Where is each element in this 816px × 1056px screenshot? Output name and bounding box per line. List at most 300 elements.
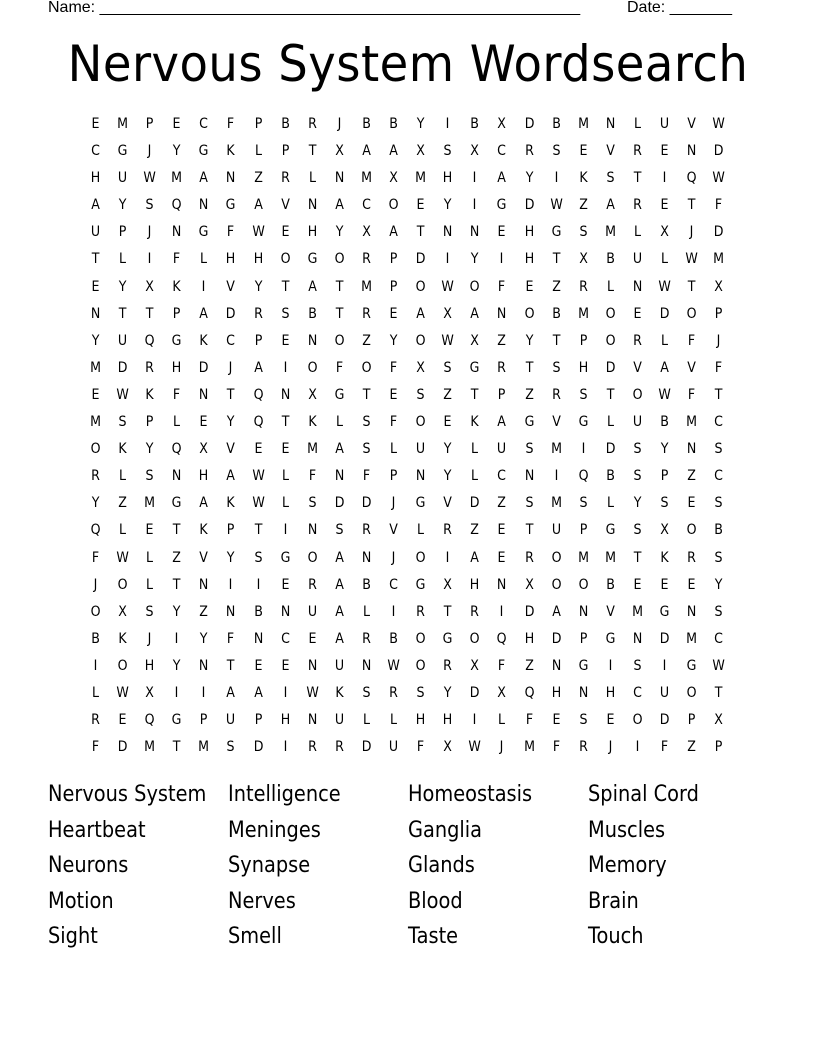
grid-letter: O xyxy=(334,332,345,349)
grid-letter: U xyxy=(659,684,670,701)
grid-letter: I xyxy=(174,684,179,701)
grid-letter: H xyxy=(90,170,101,187)
grid-letter: A xyxy=(199,495,209,512)
grid-letter: J xyxy=(391,495,396,512)
grid-letter: E xyxy=(389,386,398,403)
grid-letter: A xyxy=(362,143,371,160)
grid-letter: X xyxy=(578,251,588,268)
grid-letter: B xyxy=(362,116,371,132)
grid-letter: R xyxy=(578,278,588,295)
grid-letter: E xyxy=(416,197,425,214)
grid-letter: N xyxy=(172,468,182,485)
grid-letter: F xyxy=(660,739,669,756)
grid-letter: R xyxy=(280,170,290,187)
grid-letter: D xyxy=(605,359,616,376)
grid-letter: X xyxy=(470,332,480,349)
grid-letter: L xyxy=(119,468,127,485)
grid-letter: F xyxy=(173,251,181,268)
grid-letter: P xyxy=(145,116,154,132)
grid-letter: U xyxy=(334,712,345,729)
grid-letter: D xyxy=(470,684,480,701)
word-list-item: Smell xyxy=(228,924,282,950)
grid-letter: X xyxy=(145,278,155,295)
word-list-item: Glands xyxy=(408,853,475,879)
grid-letter: G xyxy=(497,197,507,214)
grid-letter: T xyxy=(281,278,290,295)
grid-letter: W xyxy=(116,386,129,403)
grid-letter: U xyxy=(632,251,643,268)
grid-letter: O xyxy=(469,278,480,295)
grid-letter: D xyxy=(361,739,372,756)
grid-letter: Y xyxy=(633,495,642,512)
grid-letter: F xyxy=(498,657,506,674)
grid-letter: M xyxy=(550,441,562,458)
grid-letter: P xyxy=(254,332,262,349)
grid-letter: G xyxy=(415,495,426,512)
grid-letter: O xyxy=(307,549,318,566)
grid-letter: X xyxy=(362,224,371,241)
grid-letter: H xyxy=(524,224,534,241)
grid-letter: O xyxy=(117,657,128,674)
date-field-label: Date: _______ xyxy=(627,0,732,16)
grid-letter: C xyxy=(497,468,507,485)
grid-letter: T xyxy=(443,603,452,620)
grid-letter: M xyxy=(577,116,589,132)
grid-letter: V xyxy=(606,603,615,620)
grid-letter: F xyxy=(687,386,696,403)
grid-letter: A xyxy=(335,576,344,593)
grid-letter: U xyxy=(334,657,345,674)
grid-letter: R xyxy=(362,251,371,268)
grid-letter: L xyxy=(362,603,370,620)
grid-letter: E xyxy=(281,576,290,593)
grid-letter: D xyxy=(659,712,670,729)
grid-letter: T xyxy=(606,386,615,403)
word-list-item: Sight xyxy=(48,924,98,950)
grid-letter: M xyxy=(686,414,698,431)
grid-letter: E xyxy=(281,332,290,349)
grid-letter: C xyxy=(91,143,100,160)
word-list-item: Blood xyxy=(408,888,463,914)
grid-letter: S xyxy=(416,386,425,403)
grid-letter: W xyxy=(116,549,129,566)
grid-letter: I xyxy=(202,278,206,295)
grid-letter: P xyxy=(498,386,506,403)
grid-letter: G xyxy=(334,386,345,403)
grid-letter: S xyxy=(281,305,290,322)
grid-letter: G xyxy=(469,359,480,376)
grid-letter: D xyxy=(524,603,534,620)
grid-letter: K xyxy=(470,414,479,431)
grid-letter: E xyxy=(91,116,100,132)
grid-letter: V xyxy=(443,495,453,512)
grid-letter: D xyxy=(524,116,534,132)
grid-letter: R xyxy=(253,305,263,322)
word-list-item: Meninges xyxy=(228,817,321,843)
grid-letter: Q xyxy=(144,332,155,349)
grid-letter: H xyxy=(443,170,453,187)
grid-letter: Y xyxy=(145,441,154,458)
grid-letter: J xyxy=(229,359,233,376)
grid-letter: U xyxy=(90,224,101,241)
grid-letter: K xyxy=(199,522,209,539)
grid-letter: M xyxy=(550,495,562,512)
grid-letter: I xyxy=(93,657,98,674)
grid-letter: R xyxy=(633,197,642,214)
grid-letter: E xyxy=(91,278,100,295)
grid-letter: Q xyxy=(90,522,101,539)
grid-letter: O xyxy=(686,522,697,539)
grid-letter: E xyxy=(579,143,588,160)
grid-letter: A xyxy=(253,359,263,376)
grid-letter: I xyxy=(472,712,477,729)
grid-letter: I xyxy=(174,630,179,647)
grid-letter: Q xyxy=(686,170,697,187)
grid-letter: L xyxy=(606,278,614,295)
grid-letter: R xyxy=(307,116,317,132)
grid-letter: S xyxy=(579,386,588,403)
grid-letter: X xyxy=(199,441,209,458)
word-list-item: Muscles xyxy=(588,817,666,843)
grid-letter: X xyxy=(307,386,317,403)
grid-letter: P xyxy=(389,251,398,268)
grid-letter: I xyxy=(445,251,450,268)
grid-letter: E xyxy=(633,305,642,322)
grid-letter: G xyxy=(551,224,562,241)
grid-letter: T xyxy=(714,684,723,701)
grid-letter: Z xyxy=(497,495,507,512)
grid-letter: T xyxy=(254,522,262,539)
grid-letter: Y xyxy=(118,278,127,295)
grid-letter: E xyxy=(687,576,696,593)
grid-letter: I xyxy=(472,197,477,214)
grid-letter: X xyxy=(416,359,425,376)
grid-letter: R xyxy=(389,684,398,701)
grid-letter: S xyxy=(714,441,723,458)
grid-letter: K xyxy=(145,386,154,403)
grid-letter: X xyxy=(416,143,425,160)
grid-letter: N xyxy=(307,522,318,539)
grid-letter: O xyxy=(117,576,128,593)
grid-letter: Y xyxy=(525,332,533,349)
grid-letter: X xyxy=(714,278,724,295)
grid-letter: R xyxy=(633,143,642,160)
grid-letter: X xyxy=(335,143,344,160)
grid-letter: K xyxy=(335,684,344,701)
grid-letter: Z xyxy=(470,522,480,539)
grid-letter: J xyxy=(147,630,152,647)
grid-letter: F xyxy=(173,386,181,403)
grid-letter: B xyxy=(470,116,480,132)
grid-letter: W xyxy=(685,251,698,268)
grid-letter: F xyxy=(525,712,533,729)
grid-letter: N xyxy=(253,630,263,647)
grid-letter: A xyxy=(199,305,209,322)
grid-letter: N xyxy=(470,224,480,241)
grid-letter: T xyxy=(471,386,479,403)
grid-letter: N xyxy=(280,386,290,403)
grid-letter: F xyxy=(91,549,100,566)
grid-letter: E xyxy=(660,143,669,160)
grid-letter: O xyxy=(415,630,426,647)
grid-letter: M xyxy=(90,359,101,376)
grid-letter: Y xyxy=(443,468,452,485)
grid-letter: P xyxy=(254,712,262,729)
grid-letter: S xyxy=(579,495,588,512)
grid-letter: N xyxy=(605,116,616,132)
grid-letter: K xyxy=(118,441,127,458)
grid-letter: O xyxy=(632,386,643,403)
grid-letter: T xyxy=(118,305,127,322)
grid-letter: E xyxy=(254,657,263,674)
grid-letter: O xyxy=(415,414,426,431)
grid-letter: Z xyxy=(524,657,534,674)
grid-letter: N xyxy=(415,468,426,485)
grid-letter: X xyxy=(443,576,453,593)
grid-letter: G xyxy=(117,143,128,160)
grid-letter: V xyxy=(280,197,290,214)
grid-letter: E xyxy=(525,278,534,295)
grid-letter: M xyxy=(117,116,129,132)
grid-letter: I xyxy=(500,251,504,268)
grid-letter: S xyxy=(660,495,669,512)
grid-letter: U xyxy=(551,522,561,539)
grid-letter: K xyxy=(579,170,588,187)
grid-letter: D xyxy=(226,305,236,322)
grid-letter: R xyxy=(687,549,696,566)
grid-letter: A xyxy=(335,630,344,647)
grid-letter: D xyxy=(551,630,561,647)
grid-letter: B xyxy=(660,414,669,431)
grid-letter: S xyxy=(227,739,236,756)
grid-letter: R xyxy=(362,305,371,322)
grid-letter: T xyxy=(308,143,317,160)
grid-letter: L xyxy=(362,712,370,729)
grid-letter: G xyxy=(578,414,589,431)
grid-letter: R xyxy=(362,630,371,647)
grid-letter: O xyxy=(605,332,616,349)
grid-letter: R xyxy=(307,739,317,756)
grid-letter: L xyxy=(308,170,316,187)
grid-letter: I xyxy=(147,251,152,268)
grid-letter: P xyxy=(227,522,235,539)
grid-letter: P xyxy=(145,414,154,431)
grid-letter: U xyxy=(632,414,643,431)
grid-letter: W xyxy=(712,116,725,132)
grid-letter: A xyxy=(199,170,209,187)
grid-letter: C xyxy=(280,630,290,647)
grid-letter: T xyxy=(335,305,344,322)
grid-letter: N xyxy=(361,657,372,674)
grid-letter: L xyxy=(146,576,154,593)
grid-letter: Q xyxy=(144,712,155,729)
grid-letter: N xyxy=(307,332,318,349)
grid-letter: X xyxy=(470,143,480,160)
grid-letter: N xyxy=(497,305,507,322)
grid-letter: O xyxy=(578,576,589,593)
grid-letter: W xyxy=(468,739,482,756)
grid-letter: Y xyxy=(227,549,235,566)
grid-letter: P xyxy=(254,116,262,132)
grid-letter: C xyxy=(362,197,371,214)
grid-letter: T xyxy=(172,739,181,756)
grid-letter: Z xyxy=(443,386,453,403)
grid-letter: F xyxy=(687,332,696,349)
grid-letter: X xyxy=(118,603,127,620)
grid-letter: L xyxy=(92,684,100,701)
grid-letter: A xyxy=(226,684,236,701)
grid-letter: H xyxy=(253,251,263,268)
grid-letter: D xyxy=(659,305,670,322)
grid-letter: S xyxy=(443,359,452,376)
grid-letter: N xyxy=(226,603,236,620)
grid-letter: B xyxy=(551,116,561,132)
grid-letter: N xyxy=(199,386,209,403)
grid-letter: I xyxy=(202,684,206,701)
grid-letter: J xyxy=(147,143,152,160)
grid-letter: H xyxy=(443,712,453,729)
grid-letter: O xyxy=(361,359,372,376)
grid-letter: T xyxy=(145,305,154,322)
grid-letter: N xyxy=(686,441,697,458)
grid-letter: S xyxy=(145,197,154,214)
grid-letter: H xyxy=(524,630,534,647)
grid-letter: A xyxy=(389,143,398,160)
grid-letter: C xyxy=(226,332,236,349)
grid-letter: X xyxy=(145,684,155,701)
grid-letter: D xyxy=(415,251,426,268)
grid-letter: I xyxy=(472,170,477,187)
grid-letter: P xyxy=(579,332,588,349)
grid-letter: P xyxy=(118,224,127,241)
grid-letter: V xyxy=(687,359,696,376)
grid-letter: V xyxy=(389,522,398,539)
grid-letter: S xyxy=(335,522,344,539)
grid-letter: W xyxy=(251,495,265,512)
grid-letter: C xyxy=(199,116,209,132)
grid-letter: L xyxy=(119,251,127,268)
grid-letter: P xyxy=(281,143,289,160)
grid-letter: D xyxy=(117,359,128,376)
grid-letter: I xyxy=(229,576,233,593)
grid-letter: N xyxy=(226,170,236,187)
grid-letter: A xyxy=(551,603,561,620)
grid-letter: V xyxy=(551,414,561,431)
grid-letter: V xyxy=(226,278,236,295)
word-list-item: Nerves xyxy=(228,888,296,914)
grid-letter: H xyxy=(551,684,561,701)
grid-letter: T xyxy=(335,278,344,295)
grid-letter: T xyxy=(91,251,100,268)
word-list xyxy=(48,777,768,955)
grid-letter: S xyxy=(633,657,642,674)
grid-letter: Y xyxy=(91,332,100,349)
grid-letter: H xyxy=(470,576,480,593)
grid-letter: X xyxy=(443,739,453,756)
word-list-item: Intelligence xyxy=(228,782,341,807)
word-list-item: Heartbeat xyxy=(48,817,146,843)
grid-letter: D xyxy=(605,441,616,458)
grid-letter: L xyxy=(471,441,479,458)
grid-letter: M xyxy=(171,170,183,187)
word-list-item: Motion xyxy=(48,888,114,914)
grid-letter: I xyxy=(662,657,667,674)
grid-letter: C xyxy=(633,684,642,701)
grid-letter: N xyxy=(199,657,209,674)
grid-letter: O xyxy=(632,712,643,729)
grid-letter: J xyxy=(500,739,504,756)
grid-letter: Y xyxy=(200,630,208,647)
grid-letter: S xyxy=(552,143,561,160)
grid-letter: M xyxy=(604,224,616,241)
grid-letter: T xyxy=(552,251,560,268)
grid-letter: G xyxy=(578,657,589,674)
grid-letter: S xyxy=(254,549,263,566)
grid-letter: O xyxy=(415,332,426,349)
grid-letter: O xyxy=(415,549,426,566)
grid-letter: Q xyxy=(253,386,264,403)
grid-letter: O xyxy=(524,305,535,322)
grid-letter: T xyxy=(714,386,723,403)
grid-letter: T xyxy=(552,332,560,349)
grid-letter: R xyxy=(551,386,561,403)
grid-letter: U xyxy=(388,739,399,756)
grid-letter: J xyxy=(337,116,342,132)
word-list-item: Synapse xyxy=(228,853,311,879)
grid-letter: R xyxy=(443,657,453,674)
grid-letter: G xyxy=(199,143,209,160)
grid-letter: F xyxy=(227,630,235,647)
grid-letter: O xyxy=(686,684,697,701)
grid-letter: Z xyxy=(687,739,696,756)
grid-letter: L xyxy=(633,116,641,132)
grid-letter: N xyxy=(686,603,697,620)
grid-letter: B xyxy=(389,630,398,647)
grid-letter: C xyxy=(714,468,724,485)
grid-letter: N xyxy=(172,224,182,241)
grid-letter: Y xyxy=(227,414,235,431)
grid-letter: A xyxy=(389,224,398,241)
grid-letter: Z xyxy=(118,495,127,512)
grid-letter: N xyxy=(578,603,588,620)
grid-letter: M xyxy=(361,278,372,295)
grid-letter: I xyxy=(581,441,586,458)
grid-letter: E xyxy=(308,630,317,647)
grid-letter: M xyxy=(144,739,156,756)
grid-letter: E xyxy=(281,441,290,458)
grid-letter: T xyxy=(281,414,290,431)
grid-letter: B xyxy=(362,576,371,593)
grid-letter: Y xyxy=(91,495,100,512)
grid-letter: L xyxy=(254,143,262,160)
grid-letter: S xyxy=(714,603,723,620)
grid-letter: Q xyxy=(496,630,507,647)
grid-letter: H xyxy=(172,359,182,376)
grid-letter: N xyxy=(632,278,643,295)
grid-letter: X xyxy=(524,576,534,593)
grid-letter: S xyxy=(362,684,371,701)
word-list-item: Touch xyxy=(588,924,644,950)
grid-letter: C xyxy=(714,414,724,431)
grid-letter: H xyxy=(578,359,588,376)
grid-letter: A xyxy=(335,197,344,214)
grid-letter: F xyxy=(389,359,398,376)
grid-letter: N xyxy=(524,468,534,485)
grid-letter: J xyxy=(716,332,721,349)
grid-letter: S xyxy=(525,495,534,512)
grid-letter: E xyxy=(497,522,506,539)
grid-letter: H xyxy=(144,657,155,674)
